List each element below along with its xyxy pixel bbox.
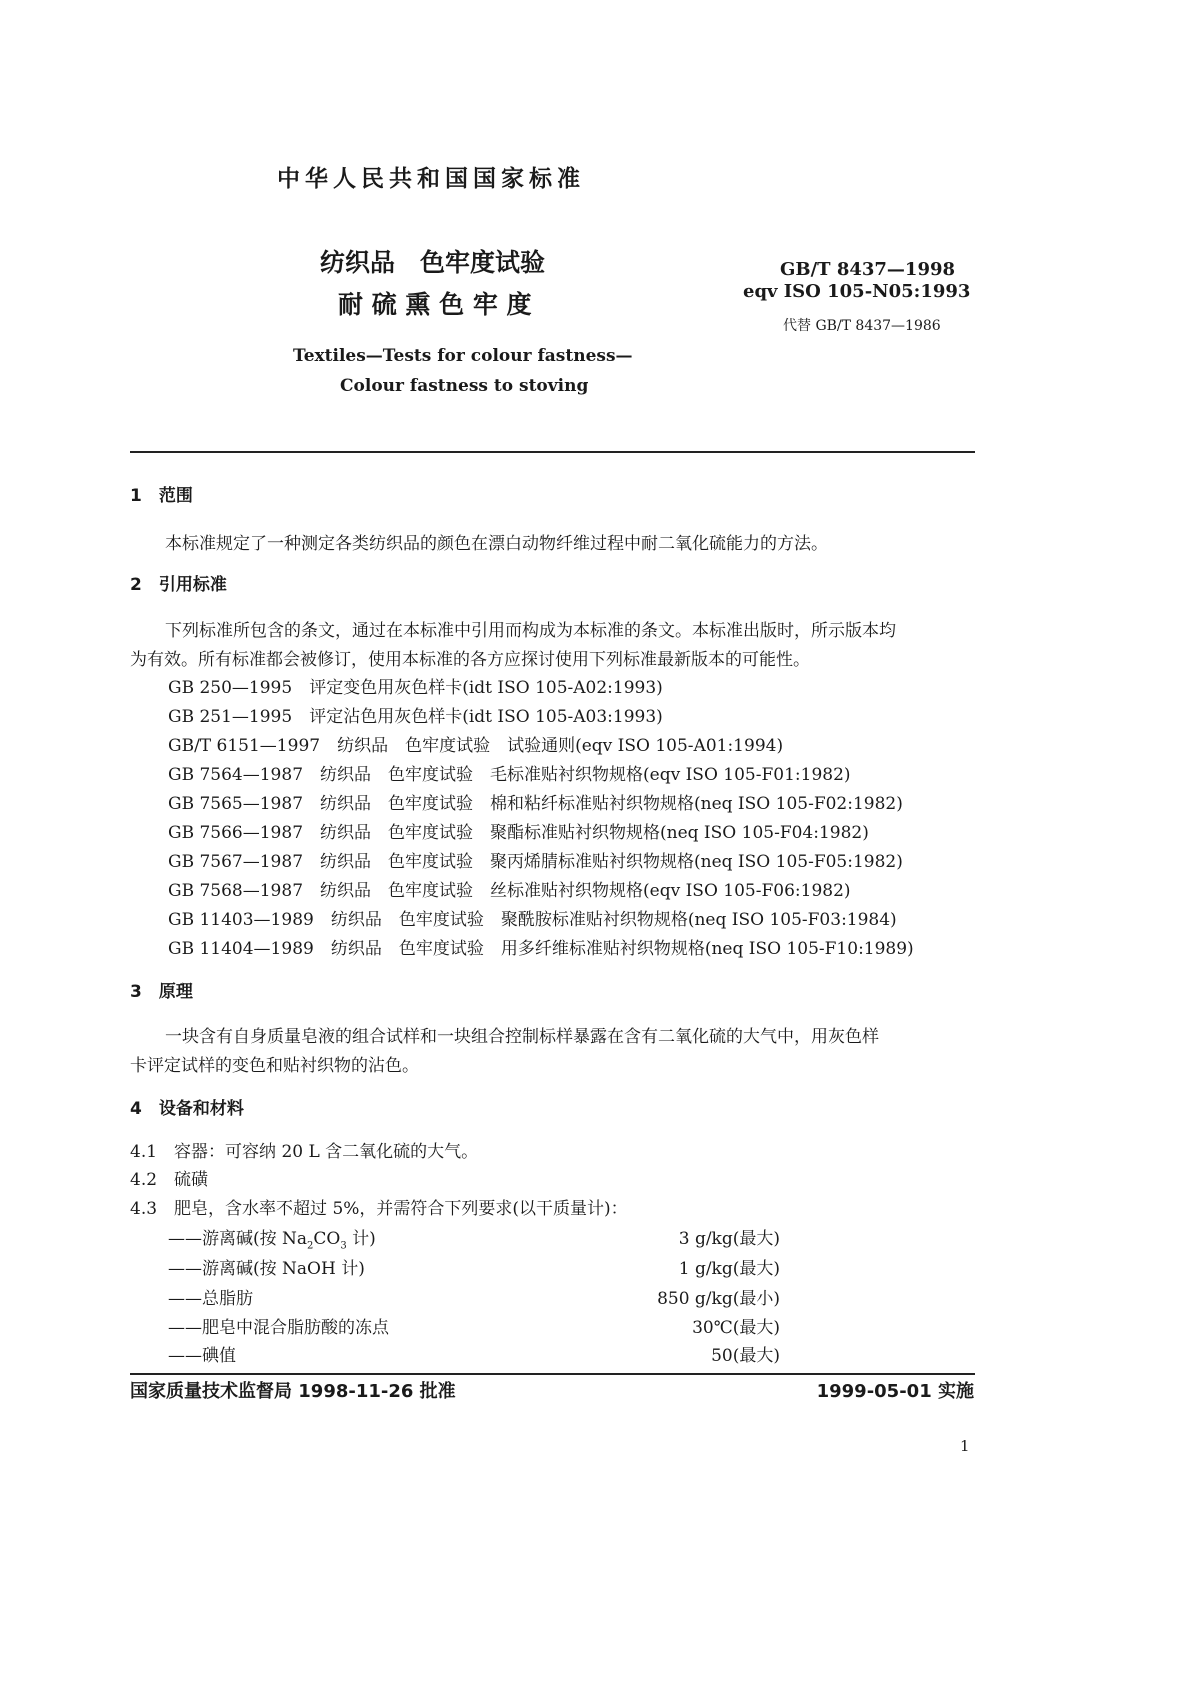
- section-2-text-line1: 下列标准所包含的条文，通过在本标准中引用而构成为本标准的条文。本标准出版时，所示版本均: [165, 621, 896, 641]
- title-en-line1: Textiles—Tests for colour fastness—: [293, 346, 633, 366]
- reference-item: GB 11404—1989 纺织品 色牢度试验 用多纤维标准贴衬织物规格(neq ISO 105-F10:1989): [168, 939, 914, 959]
- section-4-heading: 4 设备和材料: [130, 1099, 244, 1119]
- requirement-label: ——游离碱(按 $Na_2CO_3$ 计): [168, 1229, 376, 1252]
- section-1-text: 本标准规定了一种测定各类纺织品的颜色在漂白动物纤维过程中耐二氧化硫能力的方法。: [165, 534, 828, 554]
- requirement-label: ——碘值: [168, 1346, 236, 1366]
- reference-item: GB 7567—1987 纺织品 色牢度试验 聚丙烯腈标准贴衬织物规格(neq ISO 105-F05:1982): [168, 852, 903, 872]
- requirement-value: 1 g/kg(最大): [678, 1259, 780, 1279]
- section-3-text-line2: 卡评定试样的变色和贴衬织物的沾色。: [130, 1056, 419, 1076]
- section-2-heading: 2 引用标准: [130, 575, 227, 595]
- section-2-text-line2: 为有效。所有标准都会被修订，使用本标准的各方应探讨使用下列标准最新版本的可能性。: [130, 650, 810, 670]
- title-en-line2: Colour fastness to stoving: [340, 376, 589, 396]
- requirement-label: ——游离碱(按 NaOH 计): [168, 1259, 365, 1279]
- replaces-standard: 代替 GB/T 8437—1986: [783, 318, 941, 334]
- national-standard-heading: 中华人民共和国国家标准: [277, 166, 585, 192]
- reference-item: GB 7564—1987 纺织品 色牢度试验 毛标准贴衬织物规格(eqv ISO 105-F01:1982): [168, 765, 851, 785]
- clause-4-2: 4.2 硫磺: [130, 1170, 209, 1190]
- equivalent-standard: eqv ISO 105-N05:1993: [743, 281, 971, 302]
- page-number: 1: [960, 1437, 970, 1455]
- reference-item: GB 7566—1987 纺织品 色牢度试验 聚酯标准贴衬织物规格(neq ISO 105-F04:1982): [168, 823, 869, 843]
- requirement-label: ——肥皂中混合脂肪酸的冻点: [168, 1318, 389, 1338]
- reference-item: GB/T 6151—1997 纺织品 色牢度试验 试验通则(eqv ISO 105-A01:1994): [168, 736, 784, 756]
- header-divider: [130, 451, 975, 453]
- implementation-date: 1999-05-01 实施: [816, 1381, 974, 1402]
- reference-item: GB 7568—1987 纺织品 色牢度试验 丝标准贴衬织物规格(eqv ISO 105-F06:1982): [168, 881, 851, 901]
- requirement-value: 850 g/kg(最小): [657, 1289, 780, 1309]
- clause-4-3: 4.3 肥皂，含水率不超过 5%，并需符合下列要求(以干质量计)：: [130, 1199, 628, 1219]
- reference-item: GB 7565—1987 纺织品 色牢度试验 棉和粘纤标准贴衬织物规格(neq ISO 105-F02:1982): [168, 794, 903, 814]
- requirement-value: 3 g/kg(最大): [678, 1229, 780, 1249]
- approval-date: 国家质量技术监督局 1998-11-26 批准: [130, 1381, 456, 1402]
- reference-item: GB 251—1995 评定沾色用灰色样卡(idt ISO 105-A03:1993): [168, 707, 663, 727]
- reference-item: GB 11403—1989 纺织品 色牢度试验 聚酰胺标准贴衬织物规格(neq ISO 105-F03:1984): [168, 910, 897, 930]
- section-3-heading: 3 原理: [130, 982, 193, 1002]
- section-1-heading: 1 范围: [130, 486, 193, 506]
- title-cn-line2: 耐 硫 熏 色 牢 度: [338, 290, 532, 319]
- reference-item: GB 250—1995 评定变色用灰色样卡(idt ISO 105-A02:1993): [168, 678, 663, 698]
- requirement-value: 30℃(最大): [692, 1318, 780, 1338]
- requirement-label: ——总脂肪: [168, 1289, 253, 1309]
- requirement-value: 50(最大): [711, 1346, 780, 1366]
- clause-4-1: 4.1 容器：可容纳 20 L 含二氧化硫的大气。: [130, 1142, 479, 1162]
- section-3-text-line1: 一块含有自身质量皂液的组合试样和一块组合控制标样暴露在含有二氧化硫的大气中，用灰色样: [165, 1027, 879, 1047]
- title-cn-line1: 纺织品 色牢度试验: [320, 248, 546, 277]
- footer-divider: [130, 1373, 975, 1375]
- standard-number: GB/T 8437—1998: [780, 259, 956, 280]
